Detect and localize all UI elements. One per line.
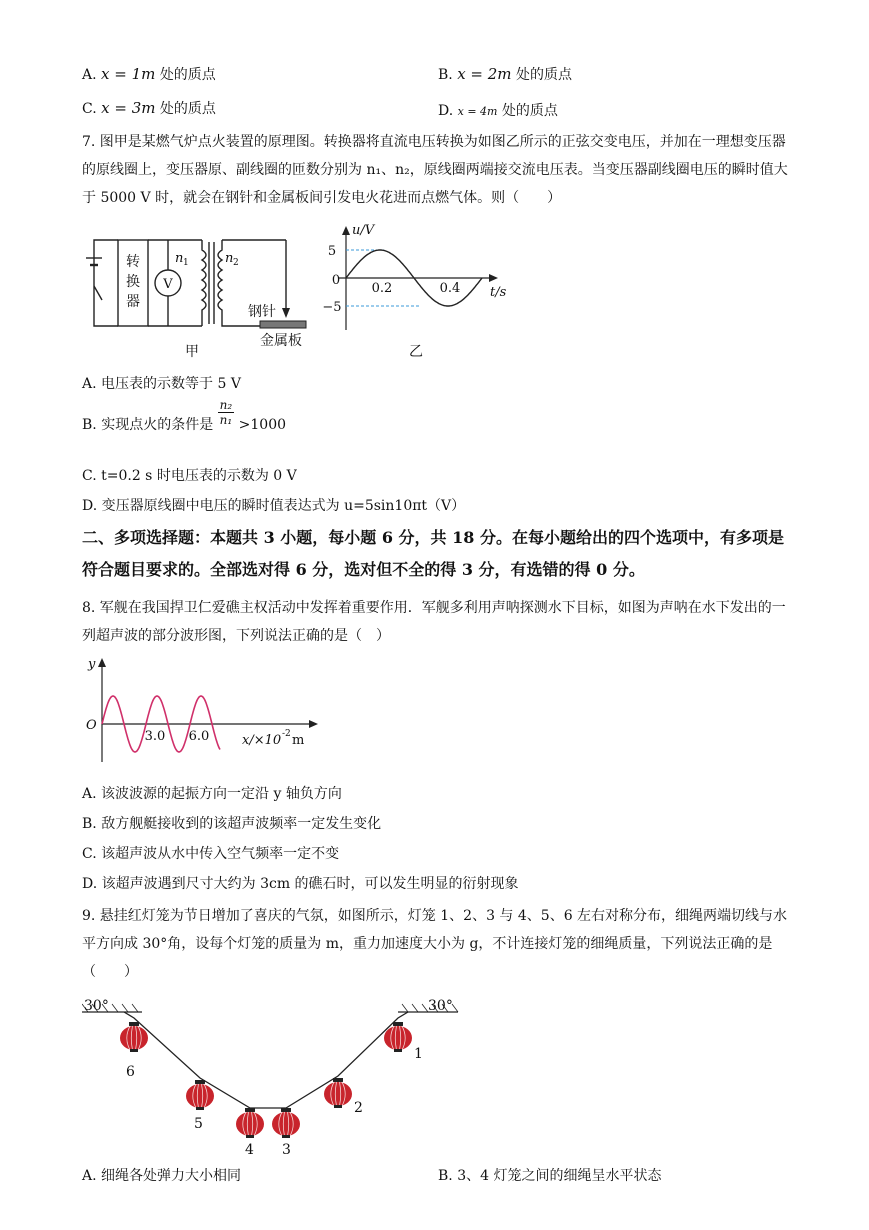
origin-label: 0 [331, 273, 341, 288]
converter-label-1: 转 [126, 254, 140, 270]
lantern-label-1: 1 [414, 1046, 423, 1062]
x-tick-0-2: 0.2 [371, 281, 393, 296]
n1-label: n [175, 251, 184, 266]
wave-tick-3: 3.0 [144, 729, 166, 744]
lantern-label-3: 3 [282, 1142, 291, 1158]
q9-stem: 9. 悬挂红灯笼为节日增加了喜庆的气氛，如图所示，灯笼 1、2、3 与 4、5、6 左右对称分布，细绳两端切线与水平方向成 30°角，设每个灯笼的质量为 m，重力加速度大小为 g，不计连接灯笼的细绳质量，下列说法正确的是（ ） [82, 908, 788, 980]
wave-origin-label: O [86, 718, 97, 733]
needle-label: 钢针 [248, 304, 276, 320]
lantern-3-icon [272, 1108, 300, 1138]
lantern-4-icon [236, 1108, 264, 1138]
q6-option-d: D. x = 4m 处的质点 [438, 103, 558, 119]
q7-option-b: B. 实现点火的条件是 $\frac{\text{n₂}}{\text{n₁}}$ >1000 [82, 398, 287, 433]
q7-option-d: D. 变压器原线圈中电压的瞬时值表达式为 u=5sin10πt（V） [82, 498, 466, 514]
y-tick-5: 5 [327, 244, 337, 259]
wave-y-label: y [88, 657, 96, 672]
q6-option-b: B. x = 2m 处的质点 [438, 65, 572, 83]
n2-label: n [225, 251, 234, 266]
q6-option-a: A. x = 1m 处的质点 [82, 65, 216, 83]
q9-option-b: B. 3、4 灯笼之间的细绳呈水平状态 [438, 1168, 662, 1184]
q9-figure-lanterns [82, 992, 462, 1162]
q8-option-b: B. 敌方舰艇接收到的该超声波频率一定发生变化 [82, 816, 382, 832]
q7-option-b-fraction: $\frac{\text{n₂}}{\text{n₁}}$ [219, 398, 233, 427]
lantern-1-icon [384, 1022, 412, 1052]
n1-sub: 1 [183, 258, 189, 268]
q7-option-a: A. 电压表的示数等于 5 V [82, 376, 241, 392]
lantern-label-6: 6 [126, 1064, 135, 1080]
converter-label-2: 换 [126, 274, 140, 290]
lantern-label-2: 2 [354, 1100, 363, 1116]
q7-option-c: C. t=0.2 s 时电压表的示数为 0 V [82, 468, 297, 484]
y-axis-label: u/V [352, 223, 375, 238]
q6-option-c: C. x = 3m 处的质点 [82, 99, 216, 117]
y-tick-neg5: −5 [322, 300, 342, 315]
wave-tick-6: 6.0 [188, 729, 210, 744]
q7-figure-circuit [82, 228, 312, 358]
plate-label: 金属板 [260, 333, 302, 349]
q8-stem: 8. 军舰在我国捍卫仁爱礁主权活动中发挥着重要作用．军舰多利用声呐探测水下目标，如图为声呐在水下发出的一列超声波的部分波形图，下列说法正确的是（ ） [82, 600, 786, 644]
q8-figure-wave [82, 650, 322, 772]
converter-label-3: 器 [126, 294, 140, 310]
wave-x-label: x/×10 [242, 733, 282, 748]
angle-right-label: 30° [428, 998, 453, 1014]
voltmeter-label: V [163, 277, 173, 292]
q9-option-a: A. 细绳各处弹力大小相同 [82, 1168, 242, 1184]
q7-stem: 7. 图甲是某燃气炉点火装置的原理图。转换器将直流电压转换为如图乙所示的正弦交变电压，并加在一理想变压器的原线圈上，变压器原、副线圈的匝数分别为 n₁、n₂，原线圈两端接交流电压表。当变压器副线圈电压的瞬时值大于 5000 V 时，就会在钢针和金属板间引发电火花进而点燃气体。则（ ） [82, 134, 788, 206]
wave-x-unit: m [292, 733, 305, 748]
wave-x-exp: -2 [282, 729, 291, 739]
n2-sub: 2 [233, 258, 239, 268]
q7-figure-voltage [318, 220, 518, 360]
lantern-label-4: 4 [245, 1142, 254, 1158]
x-tick-0-4: 0.4 [439, 281, 461, 296]
angle-left-label: 30° [84, 998, 109, 1014]
x-axis-label: t/s [490, 285, 507, 300]
q8-option-c: C. 该超声波从水中传入空气频率一定不变 [82, 846, 340, 862]
lantern-label-5: 5 [194, 1116, 203, 1132]
figure-jia-caption: 甲 [185, 344, 199, 358]
section2-heading: 二、多项选择题：本题共 3 小题，每小题 6 分，共 18 分。在每小题给出的四个选项中，有多项是符合题目要求的。全部选对得 6 分，选对但不全的得 3 分，有选错的得 0 分。 [82, 528, 784, 579]
figure-yi-caption: 乙 [409, 344, 423, 360]
q8-option-a: A. 该波波源的起振方向一定沿 y 轴负方向 [82, 786, 342, 802]
q8-option-d: D. 该超声波遇到尺寸大约为 3cm 的礁石时，可以发生明显的衍射现象 [82, 876, 519, 892]
